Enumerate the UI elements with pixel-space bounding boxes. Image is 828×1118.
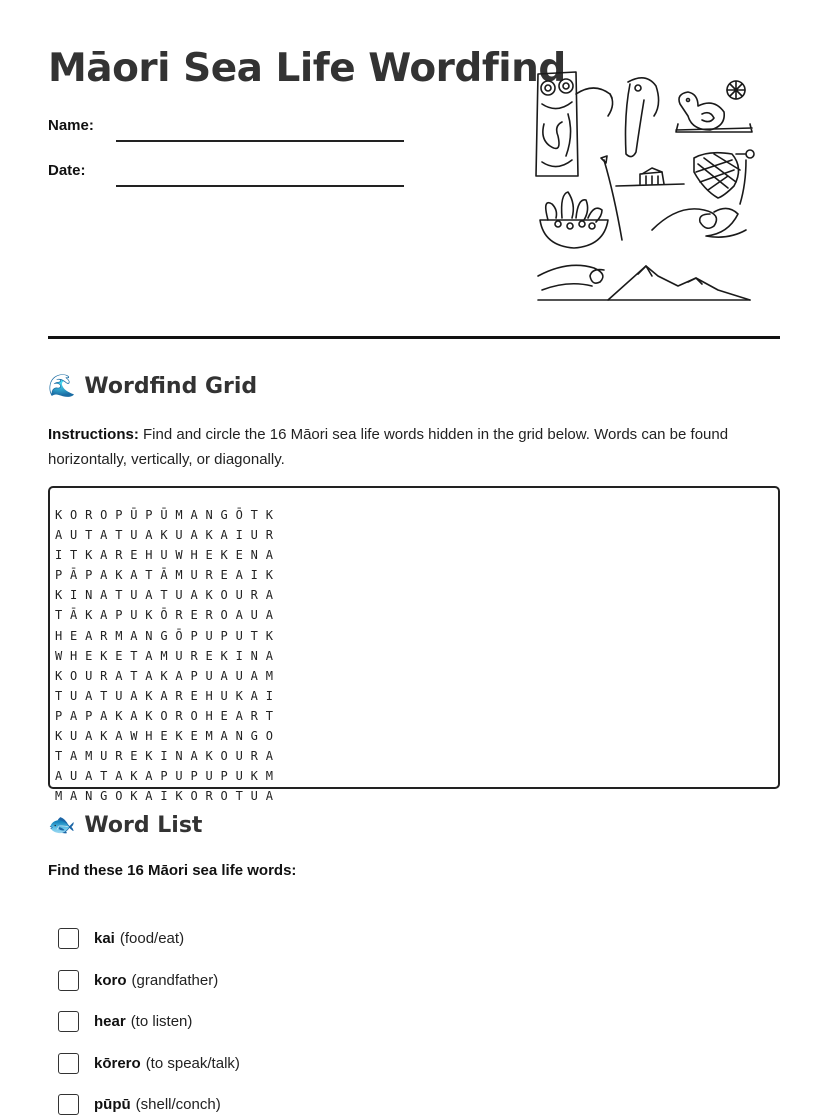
word-meaning: (to listen) xyxy=(130,1013,193,1030)
instructions-text: Find and circle the 16 Māori sea life words hidden in the grid below. Words can be found horizontally, vertically, or diagonally. xyxy=(48,426,729,468)
word-term: pūpū xyxy=(94,1096,131,1113)
grid-section-heading xyxy=(48,374,257,399)
food-bowl-icon xyxy=(540,192,608,248)
grid-row[interactable]: K U A K A W H E K E M A N G O xyxy=(55,729,274,744)
word-list-heading-text: Word List xyxy=(84,813,203,838)
word-meaning: (food/eat) xyxy=(119,930,185,947)
word-meaning: (grandfather) xyxy=(131,971,219,989)
name-field xyxy=(48,117,404,134)
word-list-item xyxy=(58,928,184,949)
grid-row[interactable]: K O R O P Ū P Ū M A N G Ō T K xyxy=(55,508,274,522)
instructions-label: Instructions: xyxy=(48,426,139,443)
grid-row[interactable]: T Ā K A P U K Ō R E R O A U A xyxy=(55,608,274,623)
word-list-item xyxy=(58,1094,221,1115)
bird-with-sun-icon xyxy=(676,81,752,132)
word-checkbox[interactable] xyxy=(58,970,79,991)
word-term: kai xyxy=(94,930,115,947)
grid-row[interactable]: I T K A R E H U W H E K E N A xyxy=(55,548,274,563)
grid-row[interactable]: T A M U R E K I N A K O U R A xyxy=(55,749,274,764)
word-term: hear xyxy=(94,1013,126,1030)
grid-row[interactable]: M A N G O K A I K O R O T U A xyxy=(55,789,274,804)
word-meaning: (shell/conch) xyxy=(135,1096,221,1113)
word-meaning: (to speak/talk) xyxy=(145,1054,240,1072)
wave-emoji-icon: 🌊 xyxy=(48,374,76,399)
page-title: Māori Sea Life Wordfind xyxy=(48,46,566,91)
word-checkbox[interactable] xyxy=(58,1011,79,1032)
section-divider xyxy=(48,336,780,339)
mountains-and-sea-icon xyxy=(538,265,750,300)
date-field xyxy=(48,162,404,179)
fish-emoji-icon: 🐟 xyxy=(48,813,76,838)
name-label: Name: xyxy=(48,117,94,134)
house-icon xyxy=(616,168,684,186)
grid-row[interactable]: P Ā P A K A T Ā M U R E A I K xyxy=(55,568,274,583)
grid-row[interactable]: A U A T A K A P U P U P U K M xyxy=(55,769,274,784)
word-term: kōrero xyxy=(94,1054,141,1072)
name-input-line[interactable] xyxy=(116,140,404,142)
maori-art-illustration xyxy=(528,64,760,308)
wordfind-grid[interactable] xyxy=(55,505,273,806)
fishing-net-icon xyxy=(694,150,754,204)
grid-row[interactable]: A U T A T U A K U A K A I U R xyxy=(55,528,274,543)
grid-row[interactable]: K I N A T U A T U A K O U R A xyxy=(55,588,274,603)
word-checkbox[interactable] xyxy=(58,1053,79,1074)
word-checkbox[interactable] xyxy=(58,1094,79,1115)
bird-head-icon xyxy=(626,78,659,157)
grid-row[interactable]: P A P A K A K O R O H E A R T xyxy=(55,708,274,723)
grid-row[interactable]: W H E K E T A M U R E K I N A xyxy=(55,648,274,663)
word-list-item xyxy=(58,1053,240,1074)
wave-icon xyxy=(652,208,746,237)
word-checkbox[interactable] xyxy=(58,928,79,949)
word-list-heading xyxy=(48,813,202,838)
word-term: koro xyxy=(94,971,127,989)
instructions xyxy=(48,422,768,472)
grid-row[interactable]: H E A R M A N G Ō P U P U T K xyxy=(55,628,274,643)
grid-row[interactable]: T U A T U A K A R E H U K A I xyxy=(55,688,274,703)
carved-pou-icon xyxy=(536,72,613,176)
grid-row[interactable]: K O U R A T A K A P U A U A M xyxy=(55,668,274,683)
word-list-item xyxy=(58,1011,192,1032)
word-list-item xyxy=(58,970,218,991)
grid-heading-text: Wordfind Grid xyxy=(84,374,258,399)
date-label: Date: xyxy=(48,162,86,179)
date-input-line[interactable] xyxy=(116,185,404,187)
word-list-intro: Find these 16 Māori sea life words: xyxy=(48,862,297,879)
